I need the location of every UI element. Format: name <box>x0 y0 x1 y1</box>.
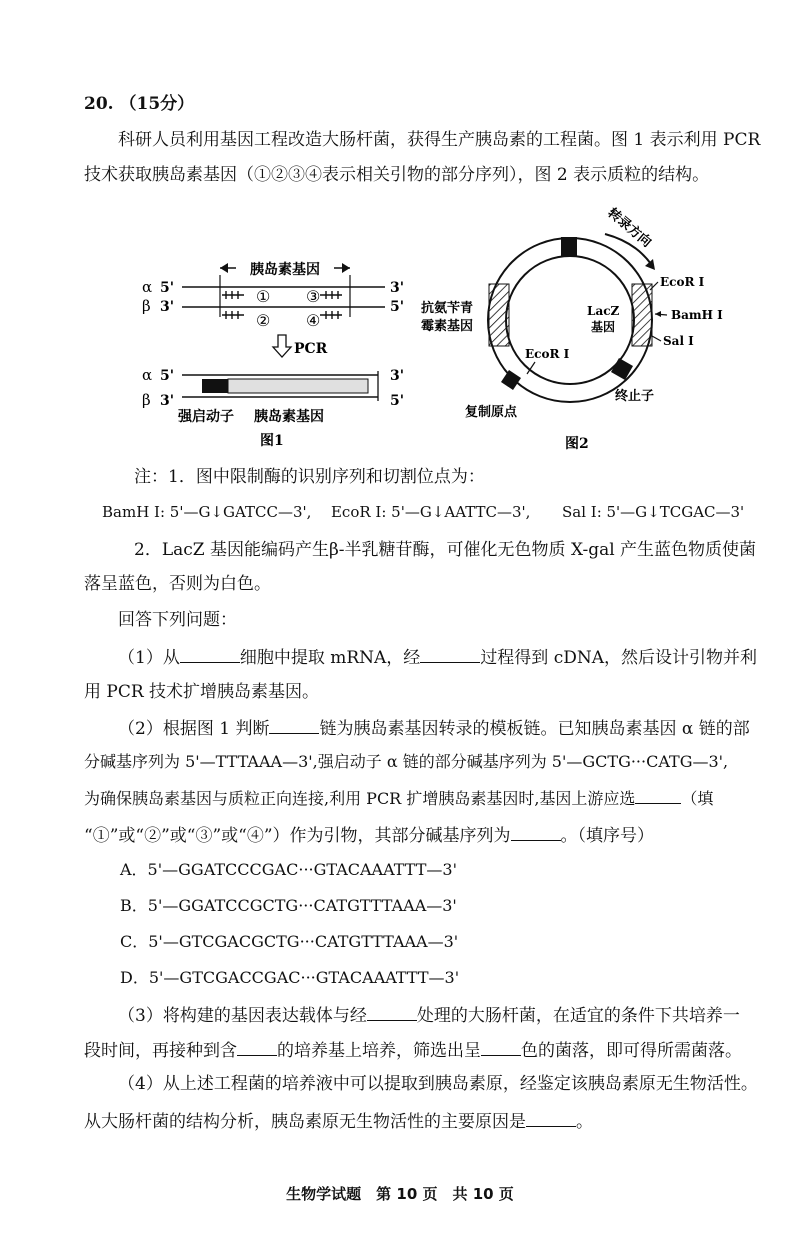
alpha-3prime: 3' <box>390 280 405 296</box>
q2-line-3 <box>84 785 713 811</box>
alpha-label: α <box>142 278 153 296</box>
q1-blank-cell[interactable] <box>180 644 240 663</box>
promoter-block <box>202 379 228 393</box>
figure-1-caption: 图1 <box>260 433 284 449</box>
q1-text-b: 细胞中提取 mRNA，经 <box>239 648 421 668</box>
q4-line-1: （4）从上述工程菌的培养液中可以提取到胰岛素原，经鉴定该胰岛素原无生物活性。 <box>118 1074 758 1094</box>
q1-text-a: （1）从 <box>118 648 180 668</box>
amp-label-line2: 霉素基因 <box>421 319 474 334</box>
promoter-label: 强启动子 <box>178 409 234 425</box>
q2-option-a[interactable]: A．5'—GGATCCCGAC···GTACAAATTT—3' <box>120 860 457 879</box>
q4-text-a: 从大肠杆菌的结构分析，胰岛素原无生物活性的主要原因是 <box>84 1112 526 1132</box>
lacz-gene-segment <box>632 284 652 346</box>
intro-line-1: 科研人员利用基因工程改造大肠杆菌，获得生产胰岛素的工程菌。图 1 表示利用 PCR <box>118 130 761 150</box>
q2-text-d: （填 <box>681 789 714 808</box>
q2-blank-sequence[interactable] <box>511 822 561 841</box>
intro-line-2: 技术获取胰岛素基因（①②③④表示相关引物的部分序列），图 2 表示质粒的结构。 <box>84 165 710 185</box>
q3-blank-treatment[interactable] <box>367 1002 417 1021</box>
ecori-site: EcoR Ⅰ: 5'—G↓AATTC—3', <box>330 503 531 521</box>
primer-1: ① <box>256 287 271 306</box>
q2-line-2: 分碱基序列为 5'—TTTAAA—3',强启动子 α 链的部分碱基序列为 5'—GCTG···CATG—3', <box>84 752 729 771</box>
q2-text-c: 为确保胰岛素基因与质粒正向连接,利用 PCR 扩增胰岛素基因时,基因上游应选 <box>84 789 636 808</box>
terminator-label: 终止子 <box>615 389 655 404</box>
beta-5prime: 5' <box>390 299 405 315</box>
note-2-line-2: 落呈蓝色，否则为白色。 <box>84 574 271 594</box>
primer-3: ③ <box>306 287 321 306</box>
pcr-label: PCR <box>294 341 328 357</box>
beta-label: β <box>142 297 151 315</box>
note-2-line-1: 2．LacZ 基因能编码产生β-半乳糖苷酶，可催化无色物质 X-gal 产生蓝色物质使菌 <box>134 540 757 560</box>
q4-text-b: 。 <box>576 1112 593 1132</box>
q3-text-c: 段时间，再接种到含 <box>84 1041 237 1061</box>
figure-1 <box>130 235 420 455</box>
origin-block <box>501 370 521 390</box>
q2-option-b[interactable]: B．5'—GGATCCGCTG···CATGTTTAAA—3' <box>120 896 457 915</box>
q2-text-a: （2）根据图 1 判断 <box>118 719 270 739</box>
q3-text-d: 的培养基上培养，筛选出呈 <box>277 1041 481 1061</box>
sali-site: Sal Ⅰ: 5'—G↓TCGAC—3' <box>561 503 745 521</box>
q2-line-4 <box>84 822 654 848</box>
q3-line-1 <box>118 1002 740 1028</box>
q1-blank-process[interactable] <box>420 644 480 663</box>
product-alpha-5prime: 5' <box>160 368 175 384</box>
ecori-inner-label: EcoR I <box>525 347 570 361</box>
product-beta-3prime: 3' <box>160 393 175 409</box>
q3-line-2 <box>84 1037 742 1063</box>
pcr-arrow-icon <box>273 335 291 357</box>
q3-blank-color[interactable] <box>481 1037 521 1056</box>
lacz-label-line1: LacZ <box>587 304 620 318</box>
answer-prompt: 回答下列问题： <box>118 610 237 630</box>
q2-option-c[interactable]: C．5'—GTCGACGCTG···CATGTTTAAA—3' <box>120 932 459 951</box>
q3-text-b: 处理的大肠杆菌，在适宜的条件下共培养一 <box>416 1006 740 1026</box>
q3-blank-medium[interactable] <box>237 1037 277 1056</box>
q2-text-e: “①”或“②”或“③”或“④”）作为引物，其部分碱基序列为 <box>84 826 511 846</box>
top-marker-block <box>561 237 577 257</box>
primer-ticks <box>222 291 342 319</box>
primer-4: ④ <box>306 311 321 330</box>
primer-2: ② <box>256 311 271 330</box>
sali-label: Sal I <box>663 334 694 348</box>
question-header <box>84 92 194 116</box>
product-beta-label: β <box>142 391 151 409</box>
page-footer: 生物学试题 第 10 页 共 10 页 <box>286 1185 514 1203</box>
restriction-sites <box>102 500 744 524</box>
lacz-label-line2: 基因 <box>591 320 616 334</box>
q1-line-2: 用 PCR 技术扩增胰岛素基因。 <box>84 682 320 702</box>
bamhi-site: BamH Ⅰ: 5'—G↓GATCC—3', <box>102 503 312 521</box>
q2-blank-primer[interactable] <box>635 785 681 804</box>
question-score: （15分） <box>119 94 195 114</box>
q1-text-c: 过程得到 cDNA，然后设计引物并利 <box>480 648 758 668</box>
q3-text-a: （3）将构建的基因表达载体与经 <box>118 1006 367 1026</box>
question-number: 20. <box>84 94 114 114</box>
figure-2 <box>415 198 745 453</box>
q4-blank-reason[interactable] <box>526 1108 576 1127</box>
transcription-direction-label: 转录方向 <box>604 205 654 251</box>
gene-label: 胰岛素基因 <box>250 262 320 278</box>
beta-3prime: 3' <box>160 299 175 315</box>
origin-label: 复制原点 <box>465 405 518 420</box>
figure-2-caption: 图2 <box>565 436 589 452</box>
q2-option-d[interactable]: D．5'—GTCGACCGAC···GTACAAATTT—3' <box>120 968 460 987</box>
product-alpha-label: α <box>142 366 153 384</box>
q4-line-2 <box>84 1108 593 1134</box>
product-beta-5prime: 5' <box>390 393 405 409</box>
q2-text-f: 。（填序号） <box>560 826 655 846</box>
alpha-5prime: 5' <box>160 280 175 296</box>
amp-label-line1: 抗氨苄青 <box>421 301 474 316</box>
bamhi-label: BamH I <box>671 308 723 322</box>
note-1: 注：1．图中限制酶的识别序列和切割位点为： <box>134 467 485 487</box>
ecori-top-label: EcoR I <box>660 275 705 289</box>
q2-blank-strand[interactable] <box>269 715 319 734</box>
amp-gene-segment <box>489 284 509 346</box>
q3-text-e: 色的菌落，即可得所需菌落。 <box>521 1041 742 1061</box>
insulin-gene-label: 胰岛素基因 <box>254 409 324 425</box>
q2-line-1 <box>118 715 750 741</box>
product-alpha-3prime: 3' <box>390 368 405 384</box>
q1-line-1 <box>118 644 757 670</box>
insulin-gene-block <box>228 379 368 393</box>
q2-text-b: 链为胰岛素基因转录的模板链。已知胰岛素基因 α 链的部 <box>319 719 750 739</box>
